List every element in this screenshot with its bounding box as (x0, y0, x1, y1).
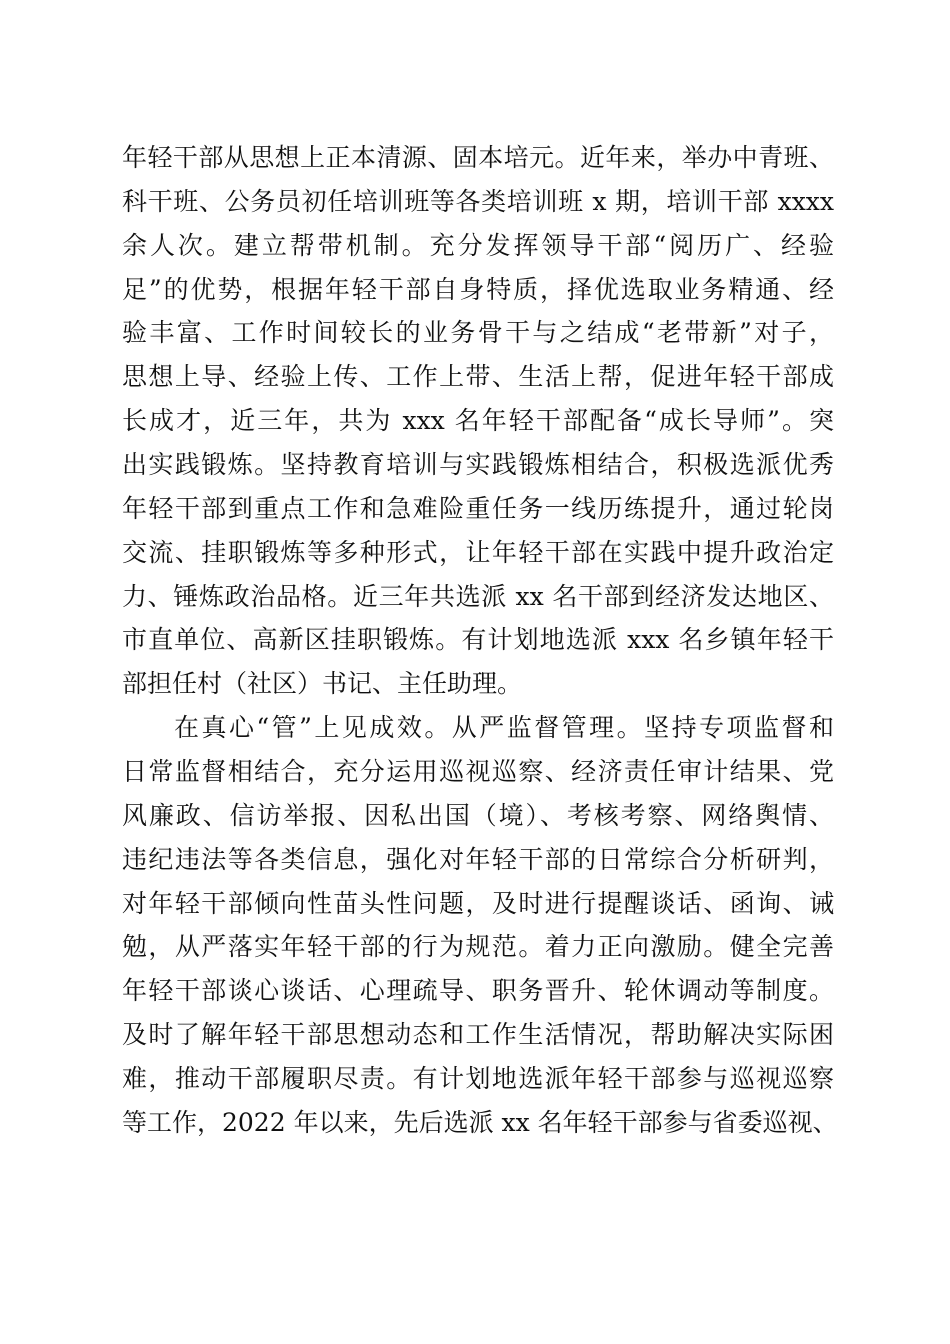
text-line: 风廉政、信访举报、因私出国（境）、考核考察、网络舆情、 (122, 801, 834, 830)
text-line: 部担任村（社区）书记、主任助理。 (122, 669, 523, 698)
text-line: 违纪违法等各类信息，强化对年轻干部的日常综合分析研判， (122, 845, 834, 874)
text-line: 市直单位、高新区挂职锻炼。有计划地选派 xxx 名乡镇年轻干 (122, 625, 834, 654)
text-line: 年轻干部谈心谈话、心理疏导、职务晋升、轮休调动等制度。 (122, 976, 834, 1005)
text-line: 难，推动干部履职尽责。有计划地选派年轻干部参与巡视巡察 (122, 1064, 834, 1093)
text-line: 余人次。建立帮带机制。充分发挥领导干部“阅历广、经验 (122, 231, 834, 260)
text-line: 思想上导、经验上传、工作上带、生活上帮，促进年轻干部成 (122, 362, 834, 391)
text-line: 对年轻干部倾向性苗头性问题，及时进行提醒谈话、函询、诫 (122, 889, 834, 918)
text-line: 长成才，近三年，共为 xxx 名年轻干部配备“成长导师”。突 (122, 406, 834, 435)
text-line: 力、锤炼政治品格。近三年共选派 xx 名干部到经济发达地区、 (122, 582, 834, 611)
text-line: 年轻干部从思想上正本清源、固本培元。近年来，举办中青班、 (122, 143, 834, 172)
text-line: 交流、挂职锻炼等多种形式，让年轻干部在实践中提升政治定 (122, 538, 834, 567)
text-line: 日常监督相结合，充分运用巡视巡察、经济责任审计结果、党 (122, 757, 834, 786)
text-line: 等工作，2022 年以来，先后选派 xx 名年轻干部参与省委巡视、 (122, 1108, 838, 1137)
text-line: 出实践锻炼。坚持教育培训与实践锻炼相结合，积极选派优秀 (122, 450, 834, 479)
text-line: 足”的优势，根据年轻干部自身特质，择优选取业务精通、经 (122, 275, 834, 304)
paragraph-heading-line: 在真心“管”上见成效。从严监督管理。坚持专项监督和 (174, 713, 834, 742)
text-line: 科干班、公务员初任培训班等各类培训班 x 期，培训干部 xxxx (122, 187, 834, 216)
text-line: 勉，从严落实年轻干部的行为规范。着力正向激励。健全完善 (122, 932, 834, 961)
text-line: 及时了解年轻干部思想动态和工作生活情况，帮助解决实际困 (122, 1020, 834, 1049)
text-line: 年轻干部到重点工作和急难险重任务一线历练提升，通过轮岗 (122, 494, 834, 523)
text-line: 验丰富、工作时间较长的业务骨干与之结成“老带新”对子， (122, 318, 834, 347)
